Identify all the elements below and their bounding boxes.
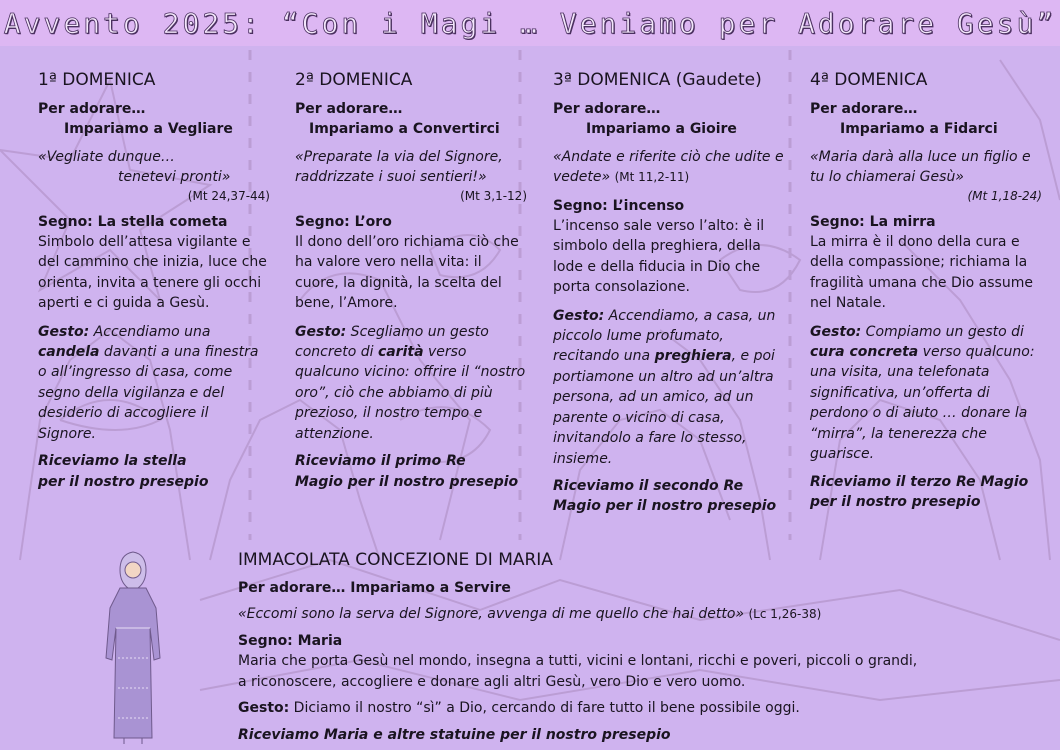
gesture-text: Gesto: Diciamo il nostro “sì” a Dio, cercando di fare tutto il bene possibile oggi. xyxy=(238,700,800,717)
quote-line-2: tenetevi pronti» xyxy=(118,169,231,186)
quote-line-1: «Vegliate dunque… xyxy=(38,148,175,165)
gesture-keyword: candela xyxy=(38,344,100,361)
sign-title: Segno: La mirra xyxy=(810,213,936,230)
section-heading: IMMACOLATA CONCEZIONE DI MARIA xyxy=(238,550,553,570)
mary-figure-illustration xyxy=(98,548,168,744)
receive-text: Riceviamo il secondo Re Magio per il nostro presepio xyxy=(553,477,777,515)
gesture-text: Gesto: Scegliamo un gesto concreto di carità verso qualcuno vicino: offrire il “nostro oro”, ciò che abbiamo di più prezioso, il nostro tempo e attenzione. xyxy=(295,323,526,442)
gospel-reference: (Mt 3,1-12) xyxy=(460,188,527,203)
sign-text: Simbolo dell’attesa vigilante e del cammino che inizia, luce che orienta, invita a tenere gli occhi aperti e ci guida a Gesù. xyxy=(38,234,267,312)
sign-text: Maria che porta Gesù nel mondo, insegna a tutti, vicini e lontani, ricchi e poveri, piccoli o grandi, a riconoscere, accogliere e donare agli altri Gesù, vero Dio e vero uomo. xyxy=(238,653,918,690)
sunday-heading: 4ª DOMENICA xyxy=(810,70,928,90)
sign-text: L’incenso sale verso l’alto: è il simbolo della preghiera, della lode e della fiducia in Dio che porta consolazione. xyxy=(553,218,765,296)
sign-title: Segno: Maria xyxy=(238,632,343,649)
gesture-text: Gesto: Compiamo un gesto di cura concreta verso qualcuno: una visita, una telefonata significativa, un’offerta di perdono o di aiuto … donare la “mirra”, la tenerezza che guarisce. xyxy=(810,323,1035,463)
sign-title: Segno: L’incenso xyxy=(553,197,685,214)
gospel-reference: (Mt 11,2-11) xyxy=(614,170,690,185)
receive-text: Riceviamo il primo Re Magio per il nostro presepio xyxy=(295,453,519,490)
gesture-label: Gesto: xyxy=(238,700,290,717)
adore-label: Per adorare… xyxy=(38,101,146,117)
gesture-label: Gesto: xyxy=(810,323,862,340)
sunday-heading: 2ª DOMENICA xyxy=(295,70,413,90)
adore-label: Per adorare… xyxy=(810,101,918,117)
gospel-reference: (Mt 1,18-24) xyxy=(967,188,1042,203)
receive-text: Riceviamo Maria e altre statuine per il nostro presepio xyxy=(238,727,671,744)
gesture-keyword: carità xyxy=(377,344,424,361)
adore-label: Per adorare… xyxy=(295,101,403,117)
gospel-quote: «Maria darà alla luce un figlio e tu lo chiamerai Gesù» xyxy=(810,148,1031,186)
adore-label: Per adorare… Impariamo a Servire xyxy=(238,580,511,596)
receive-text: Riceviamo la stella per il nostro presepio xyxy=(38,453,209,490)
gesture-keyword: preghiera xyxy=(654,348,732,365)
gesture-keyword: cura concreta xyxy=(810,344,919,361)
page-title: Avvento 2025: “Con i Magi … Veniamo per Adorare Gesù” xyxy=(3,6,1057,40)
title-band xyxy=(0,0,1060,46)
sunday-column-3 xyxy=(553,68,785,517)
gesture-label: Gesto: xyxy=(553,307,605,324)
sunday-heading: 3ª DOMENICA (Gaudete) xyxy=(553,70,762,90)
learn-line: Impariamo a Convertirci xyxy=(309,121,500,138)
sign-text: La mirra è il dono della cura e della compassione; richiama la fragilità umana che Dio assume nel Natale. xyxy=(810,234,1033,312)
gesture-label: Gesto: xyxy=(38,323,90,340)
learn-line: Impariamo a Fidarci xyxy=(840,121,998,138)
gospel-reference: (Mt 24,37-44) xyxy=(187,188,270,203)
sunday-column-4 xyxy=(810,68,1042,512)
gospel-reference: (Lc 1,26-38) xyxy=(748,607,822,622)
gospel-quote: «Eccomi sono la serva del Signore, avvenga di me quello che hai detto» (Lc 1,26-38) xyxy=(238,606,822,623)
gospel-quote: «Preparate la via del Signore, raddrizzate i suoi sentieri!» xyxy=(295,148,503,186)
gesture-text: Gesto: Accendiamo, a casa, un piccolo lume profumato, recitando una preghiera, e poi portiamone un altro ad un’altra persona, ad un amico, ad un parente o vicino di casa, invitandolo a fare lo stesso, insieme. xyxy=(553,307,776,467)
sign-title: Segno: La stella cometa xyxy=(38,213,228,230)
learn-line: Impariamo a Gioire xyxy=(586,121,737,138)
sunday-column-2 xyxy=(295,68,527,492)
receive-text: Riceviamo il terzo Re Magio per il nostro presepio xyxy=(810,473,1029,510)
adore-label: Per adorare… xyxy=(553,101,661,117)
sunday-heading: 1ª DOMENICA xyxy=(38,70,156,90)
sign-title: Segno: L’oro xyxy=(295,213,392,230)
gesture-label: Gesto: xyxy=(295,323,347,340)
learn-line: Impariamo a Vegliare xyxy=(64,121,233,138)
sign-text: Il dono dell’oro richiama ciò che ha valore vero nella vita: il cuore, la dignità, la scelta del bene, l’Amore. xyxy=(295,234,519,312)
sunday-column-1 xyxy=(38,68,270,492)
immacolata-section xyxy=(238,548,1038,746)
gesture-text: Gesto: Accendiamo una candela davanti a una finestra o all’ingresso di casa, come segno della vigilanza e del desiderio di accogliere il Signore. xyxy=(38,323,259,442)
gospel-quote xyxy=(38,147,270,188)
gospel-quote: «Andate e riferite ciò che udite e vedete» (Mt 11,2-11) xyxy=(553,148,784,186)
